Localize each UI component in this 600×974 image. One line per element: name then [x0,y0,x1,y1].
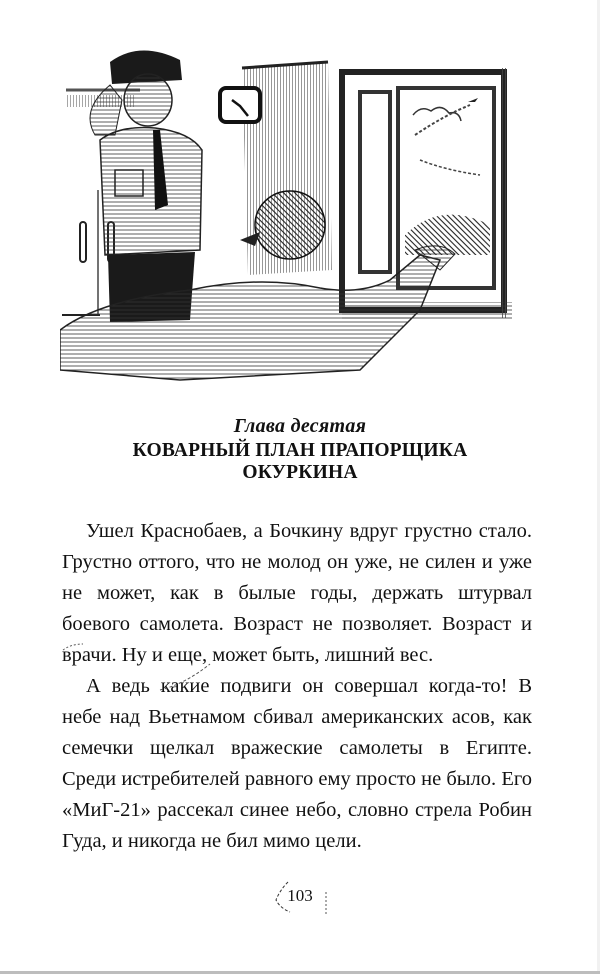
chapter-illustration [60,40,540,390]
paragraph: Ушел Краснобаев, а Бочкину вдруг грустно стало. Грустно оттого, что не молод он уже, не силен и уже не может, как в былые годы, держать штурвал боевого самолета. Возраст не позволяет. Возраст и врачи. Ну и еще, может быть, лишний вес. [62,520,532,666]
airplane [468,98,478,102]
chapter-title [0,440,600,484]
wall-clock-icon [220,88,260,122]
pencil-mark [55,640,235,700]
saluting-officer [90,50,202,322]
chapter-title-line-2: ОКУРКИНА [242,462,358,483]
chapter-title-line-1: КОВАРНЫЙ ПЛАН ПРАПОРЩИКА [132,440,468,461]
chapter-label: Глава десятая [233,415,367,437]
page-number: 103 [287,886,313,905]
paragraph: А ведь какие подвиги он совершал когда-то! В небе над Вьетнамом сбивал американских асов, как семечки щелкал вражеские самолеты в Египте. Среди истребителей равного ему просто не было. Его «МиГ-21» рассекал синее небо, словно стрела Робин Гуда, и никогда не бил мимо цели. [62,675,532,852]
